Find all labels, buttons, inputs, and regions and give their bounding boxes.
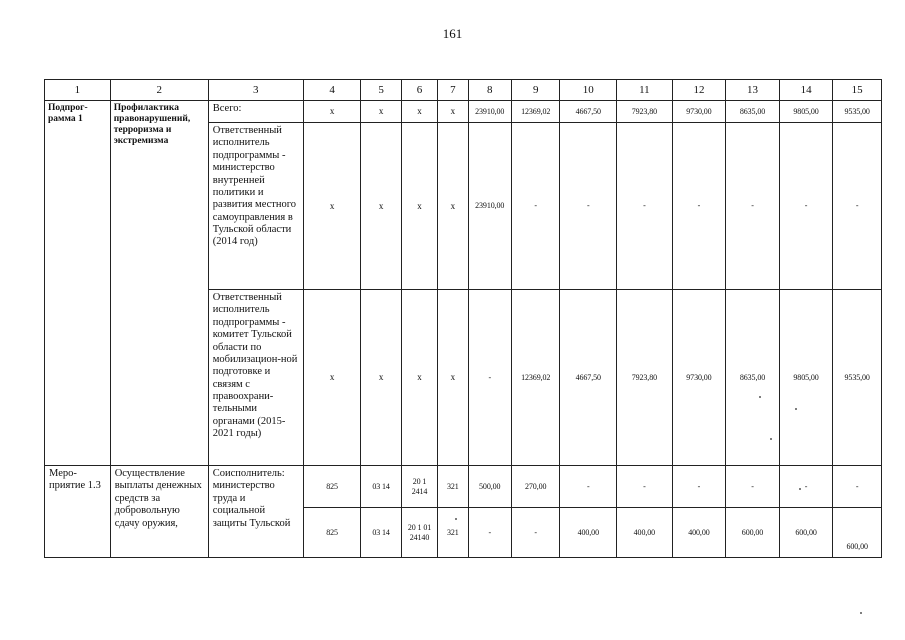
- value-cell: 7923,80: [617, 101, 673, 123]
- code-cell: 825: [303, 466, 361, 508]
- scan-speck: [799, 488, 801, 490]
- code-cell: x: [401, 123, 437, 290]
- header-cell: 9: [511, 80, 560, 101]
- code-cell: x: [438, 123, 468, 290]
- header-cell: 2: [110, 80, 208, 101]
- value-cell: -: [468, 290, 511, 466]
- value-cell: 500,00: [468, 466, 511, 508]
- value-cell: 400,00: [617, 508, 673, 558]
- value-cell: 23910,00: [468, 101, 511, 123]
- header-cell: 4: [303, 80, 361, 101]
- code-cell: 321: [438, 466, 468, 508]
- scan-speck: [770, 438, 772, 440]
- value-cell: 8635,00: [726, 290, 780, 466]
- value-cell: -: [560, 466, 617, 508]
- budget-table: [44, 79, 882, 558]
- header-cell: 1: [45, 80, 111, 101]
- code-cell: x: [361, 123, 401, 290]
- code-cell: x: [303, 101, 361, 123]
- value-cell: 270,00: [511, 466, 560, 508]
- value-cell: 4667,50: [560, 101, 617, 123]
- subprogram-code: Подпрог-рамма 1: [45, 101, 111, 466]
- header-cell: 6: [401, 80, 437, 101]
- value-cell: 12369,02: [511, 101, 560, 123]
- code-cell: x: [361, 290, 401, 466]
- header-cell: 12: [672, 80, 726, 101]
- value-cell: 9805,00: [779, 290, 833, 466]
- value-cell: 400,00: [672, 508, 726, 558]
- code-cell: 825: [303, 508, 361, 558]
- header-cell: 7: [438, 80, 468, 101]
- value-cell: 9730,00: [672, 290, 726, 466]
- header-cell: 5: [361, 80, 401, 101]
- executor-2014-label: Ответственный исполнитель подпрограммы - министерство внутренней политики и развития местного самоуправления в Тульской области (2014 год): [208, 123, 303, 290]
- code-cell: 321: [438, 508, 468, 558]
- header-row: [45, 80, 882, 101]
- code-cell: 20 1 2414: [401, 466, 437, 508]
- value-cell: 23910,00: [468, 123, 511, 290]
- measure-row-1: [45, 466, 882, 508]
- subprogram-name: Профилактика правонарушений, терроризма и экстремизма: [110, 101, 208, 466]
- header-cell: 8: [468, 80, 511, 101]
- value-cell: -: [617, 123, 673, 290]
- code-cell: x: [438, 290, 468, 466]
- value-cell: 12369,02: [511, 290, 560, 466]
- value-cell: -: [672, 466, 726, 508]
- code-cell: 20 1 01 24140: [401, 508, 437, 558]
- scan-speck: [860, 612, 862, 614]
- value-cell: 9535,00: [833, 290, 882, 466]
- value-cell: 9535,00: [833, 101, 882, 123]
- measure-executor: Соисполнитель: министерство труда и социальной защиты Тульской: [208, 466, 303, 558]
- value-cell: 400,00: [560, 508, 617, 558]
- scan-speck: [759, 396, 761, 398]
- header-cell: 15: [833, 80, 882, 101]
- value-cell: -: [511, 123, 560, 290]
- scan-speck: [795, 408, 797, 410]
- page-number: 161: [442, 26, 463, 41]
- header-cell: 11: [617, 80, 673, 101]
- code-cell: x: [303, 123, 361, 290]
- value-cell: 600,00: [726, 508, 780, 558]
- subprogram-total-row: [45, 101, 882, 123]
- value-cell: -: [833, 466, 882, 508]
- value-cell: -: [468, 508, 511, 558]
- value-cell: -: [672, 123, 726, 290]
- header-cell: 13: [726, 80, 780, 101]
- measure-name: Осуществление выплаты денежных средств за добровольную сдачу оружия,: [110, 466, 208, 558]
- code-cell: x: [438, 101, 468, 123]
- value-cell: -: [726, 466, 780, 508]
- value-cell: -: [511, 508, 560, 558]
- code-cell: x: [303, 290, 361, 466]
- code-cell: 03 14: [361, 466, 401, 508]
- header-cell: 14: [779, 80, 833, 101]
- total-label: Всего:: [208, 101, 303, 123]
- value-cell: 9730,00: [672, 101, 726, 123]
- value-cell: 600,00: [833, 508, 882, 558]
- scan-speck: [455, 518, 457, 520]
- code-cell: 03 14: [361, 508, 401, 558]
- header-cell: 3: [208, 80, 303, 101]
- code-cell: x: [401, 290, 437, 466]
- value-cell: -: [779, 466, 833, 508]
- measure-code: Меро-приятие 1.3: [45, 466, 111, 558]
- executor-2015-label: Ответственный исполнитель подпрограммы - комитет Тульской области по мобилизацион-ной подготовке и связям с правоохрани-тельными органами (2015-2021 годы): [208, 290, 303, 466]
- value-cell: 9805,00: [779, 101, 833, 123]
- value-cell: 4667,50: [560, 290, 617, 466]
- header-cell: 10: [560, 80, 617, 101]
- value-cell: -: [617, 466, 673, 508]
- value-cell: 600,00: [779, 508, 833, 558]
- value-cell: -: [726, 123, 780, 290]
- value-cell: 8635,00: [726, 101, 780, 123]
- value-cell: -: [833, 123, 882, 290]
- value-cell: 7923,80: [617, 290, 673, 466]
- code-cell: x: [401, 101, 437, 123]
- value-cell: -: [560, 123, 617, 290]
- value-cell: -: [779, 123, 833, 290]
- code-cell: x: [361, 101, 401, 123]
